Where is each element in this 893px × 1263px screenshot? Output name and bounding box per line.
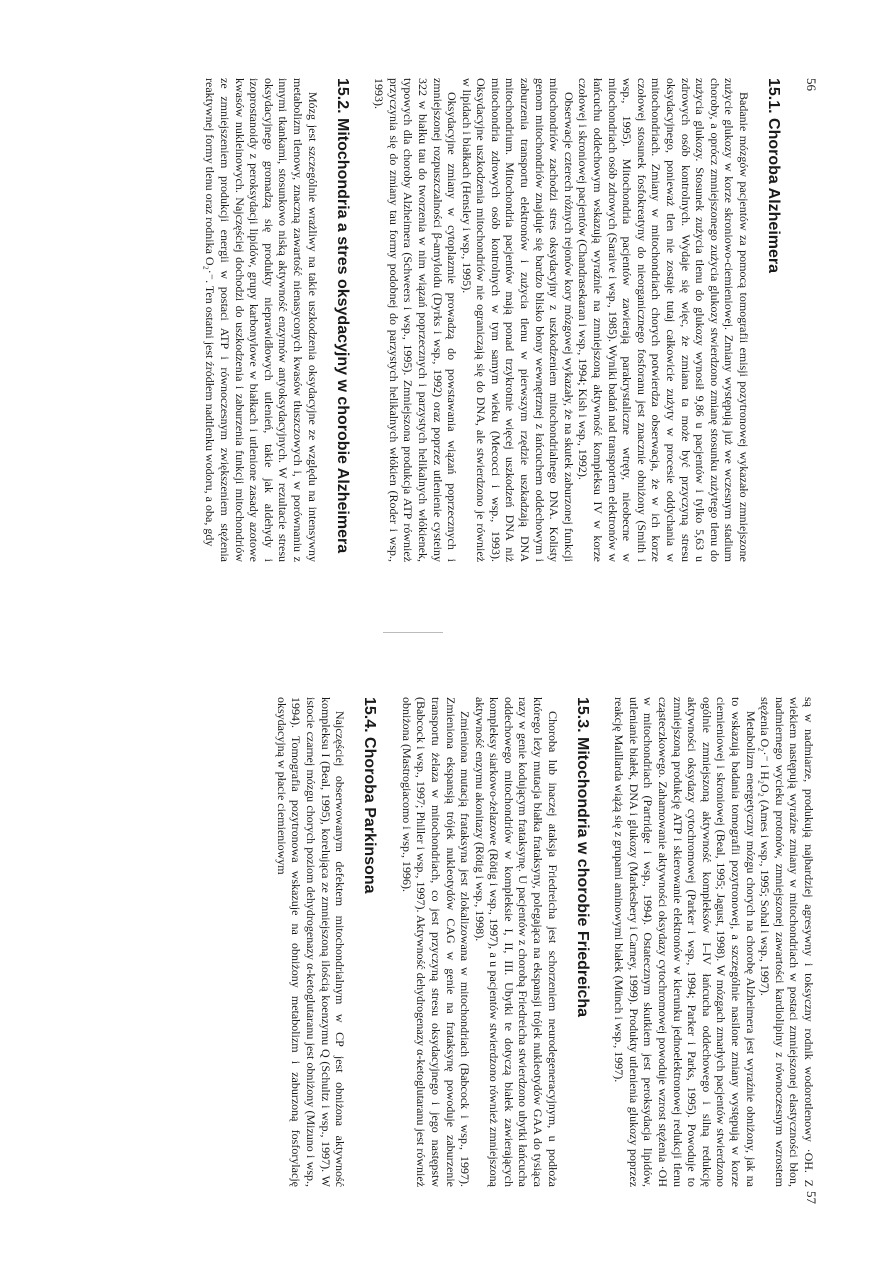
left-column bbox=[203, 78, 783, 562]
paragraph: Badanie mózgów pacjentów za pomocą tomografii emisji pozytronowej wykazało zmniejszone zużycie glukozy w korze skroniowo-ciemieniowej. Zmiany występują już we wczesnym stadium choroby, a oprócz zmniejszonego zużycia glukozy stwierdzono zmianę stosunku zużytego tlenu do zużycia glukozy. Stosunek zużycia tlenu do glukozy wynosił 9,86 u pacjentów i tylko 5,63 u zdrowych osób kontrolnych. Wydaje się więc, że zmiana ta może być przyczyną stresu oksydacyjnego, ponieważ tlen nie zostaje tutaj całkowicie zużyty w procesie oddychania w mitochondriach. Zmiany w mitochondriach chorych potwierdza obserwacja, że w ich korze czołowej stosunek fosfokreatyny do nieorganicznego fosforanu jest znacznie obniżony (Smith i wsp., 1995). Mitochondria pacjentów zawierają parakrystaliczne wtręty, nieobecne w mitochondriach osób zdrowych (Saraive i wsp., 1985). Wyniki badań nad transportem elektronów w łańcuchu oddechowym wskazują wyraźnie na zmniejszoną aktywność kompleksu IV w korze czołowej i skroniowej pacjentów (Chandrasekaran i wsp., 1994; Kish i wsp., 1992). bbox=[576, 78, 751, 562]
paragraph: są w nadmiarze, produkują najbardziej agresywny i toksyczny rodnik wodorotlenowy ·OH. Z wiekiem następują wyraźne zmiany w mitochondriach w postaci zmniejszonej elastyczności błon, nadmiernego wycieku protonów, zmniejszonej zawartości kardiolipiny z równoczesnym wzrostem stężenia O₂·⁻ i H₂O₂ (Ames i wsp., 1995; Sohal i wsp., 1997). bbox=[758, 697, 816, 1187]
page-number-right: 57 bbox=[804, 1191, 819, 1204]
section-heading-15-4: 15.4. Choroba Parkinsona bbox=[361, 697, 379, 894]
paragraph: Najczęściej obserwowanym defektem mitochondrialnym w CP jest obniżona aktywność kompleksu I (Beal, 1995), korelująca ze zmniejszoną ilością koenzymu Q (Schultz i wsp., 1997). W istocie czarnej mózgu chorych poziom dehydrogenazy α-ketoglutaranu jest obniżony (Mizuno i wsp., 1994). Tomografia pozytronowa wskazuje na obniżony metabolizm i zaburzoną fosforylację oksydacyjną w płacie ciemieniowym bbox=[274, 697, 348, 1187]
section-heading-15-3: 15.3. Mitochondria w chorobie Friedreicha bbox=[573, 697, 591, 1018]
paragraph: Mózg jest szczególnie wrażliwy na takie uszkodzenia oksydacyjne ze względu na intensywny metabolizm tlenowy, znaczną zawartość nienasyconych kwasów tłuszczowych i, w porównaniu z innymi tkankami, stosunkowo niską aktywność enzymów antyoksydacyjnych. W rezultacie stresu oksydacyjnego gromadzą się produkty nieprawidłowych utlenień, takie jak aldehydy i izoprostanoidy z peroksydacji lipidów, grupy karbonylowe w białkach i utlenione zasady azotowe kwasów nukleinowych. Najczęściej dochodzi do uszkodzenia i zaburzenia funkcji mitochondriów ze zmniejszeniem produkcji energii w postaci ATP i równoczesnym zwiększeniem stężenia reaktywnej formy tlenu oraz rodnika O₂·⁻. Ten ostatni jest źródłem nadtlenku wodoru, a oba, gdy bbox=[203, 78, 320, 562]
right-column bbox=[274, 697, 816, 1187]
section-heading-15-1: 15.1. Choroba Alzheimera bbox=[765, 78, 782, 274]
left-page bbox=[0, 0, 893, 620]
section-heading-15-2: 15.2. Mitochondria a stres oksydacyjny w chorobie Alzheimera bbox=[333, 78, 351, 554]
paragraph: Metabolizm energetyczny mózgu chorych na chorobę Alzheimera jest wyraźnie obniżony, jak na to wskazują badania tomografii pozytronowej, a szczególnie nasilone zmiany występują w korze ciemieniowej i skroniowej (Beal, 1995; Jagust, 1998). W mózgach zmarłych pacjentów stwierdzono ogólnie zmniejszoną aktywność kompleksów I–IV łańcucha oddechowego i silną redukcję aktywności oksydazy cytochromowej (Parker i wsp., 1994; Parker i Parks, 1995). Powoduje to zmniejszoną produkcję ATP i skierowanie elektronów w kierunku jednoelektronowej redukcji tlenu cząsteczkowego. Zahamowanie aktywności oksydazy cytochromowej powoduje wzrost stężenia ·OH w mitochondriach (Partridge i wsp., 1994). Ostatecznym skutkiem jest peroksydacja lipidów, utlenianie białek, DNA i glukozy (Markesbery i Carney, 1999). Produkty utlenienia glukozy poprzez reakcję Maillarda wiążą się z grupami aminowymi białek (Münch i wsp., 1997). bbox=[612, 697, 758, 1187]
paragraph: Obserwacje czterech różnych rejonów kory mózgowej wykazały, że na skutek zaburzonej funkcji mitochondriów zachodzi stres oksydacyjny z uszkodzeniem mitochondrialnego DNA. Kolisty genom mitochondriów znajduje się bardzo blisko błony wewnętrznej z łańcuchem oddechowym i zaburzenia transportu elektronów i zużycia tlenu w pierwszym rzędzie uszkadzają DNA mitochondrium. Mitochondria pacjentów mają ponad trzykrotnie więcej uszkodzeń DNA niż mitochondria zdrowych osób kontrolnych w tym samym wieku (Mecocci i wsp., 1993). Oksydacyjne uszkodzenia mitochondriów nie ograniczają się do DNA, ale stwierdzono je również w lipidach i białkach (Hensley i wsp., 1995). bbox=[459, 78, 576, 562]
paragraph: Zmieniona mutacją frataksyna jest zlokalizowana w mitochondriach (Babcock i wsp., 1997). Zmieniona ekspansją trójek nukleotydów CAG w genie na frataksynę powoduje zaburzenie transportu żelaza w mitochondriach, co jest przyczyną stresu oksydacyjnego i jego następstw (Babcock i wsp., 1997; Philler i wsp., 1997). Aktywność dehydrogenazy α-ketoglutaranu jest również obniżona (Mastrogiacomo i wsp., 1996). bbox=[399, 697, 473, 1187]
paragraph: Choroba lub inaczej ataksja Friedreicha jest schorzeniem neurodegeneracyjnym, u podłoża którego leży mutacja białka frataksyny, polegająca na ekspansji trójek nukleotydów GAA do tysiąca razy w genie kodującym frataksynę. U pacjentów z chorobą Friedreicha stwierdzono ubytki łańcucha oddechowego mitochondriów w kompleksie I, II, III. Ubytki te dotyczą białek zawierających kompleksy siarkowo-żelazowe (Rötig i wsp., 1997), a u pacjentów stwierdzono również zmniejszoną aktywność enzymu akonitazy (Rötig i wsp., 1998). bbox=[472, 697, 560, 1187]
right-page bbox=[0, 643, 893, 1263]
gutter bbox=[0, 622, 893, 643]
paragraph: Oksydacyjne zmiany w cytoplazmie prowadzą do powstawania wiązań poprzecznych i zmniejszonej rozpuszczalności β-amyloidu (Dyrks i wsp., 1992) oraz poprzez utlenienie cysteiny 322 w białku tau do tworzenia w nim wiązań poprzecznych i parzystych helikalnych włókienek, typowych dla choroby Alzheimera (Schweers i wsp., 1995). Zmniejszona produkcja ATP również przyczynia się do zmiany tau formy podobnej do parzystych helikalnych włókien (Roder i wsp., 1993). bbox=[372, 78, 460, 562]
page-number-left: 56 bbox=[804, 78, 819, 91]
